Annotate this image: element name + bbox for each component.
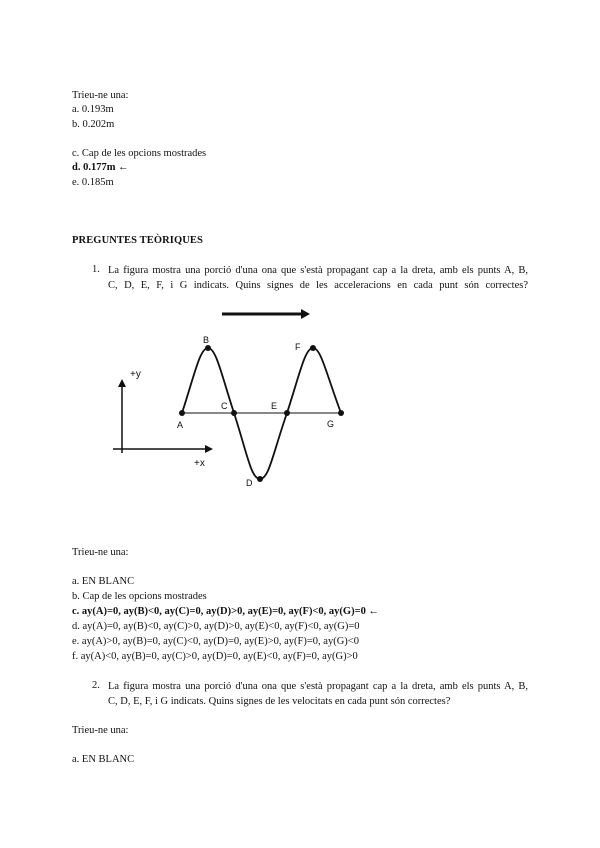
answer-option[interactable]: f. ay(A)<0, ay(B)=0, ay(C)>0, ay(D)=0, ay(E)<0, ay(F)=0, ay(G)>0 <box>72 651 358 662</box>
point-e <box>284 410 290 416</box>
question-text-line: La figura mostra una porció d'una ona que s'està propagant cap a la dreta, amb els punts A, B, <box>108 681 528 692</box>
point-label-e: E <box>271 401 278 411</box>
y-axis <box>118 379 126 453</box>
answer-option-correct[interactable]: c. ay(A)=0, ay(B)<0, ay(C)=0, ay(D)>0, ay(E)=0, ay(F)<0, ay(G)=0 ← <box>72 606 379 617</box>
point-b <box>205 345 211 351</box>
answer-option[interactable]: b. Cap de les opcions mostrades <box>72 591 207 602</box>
point-f <box>310 345 316 351</box>
wave-figure <box>105 303 355 508</box>
question-number: 1. <box>92 264 100 275</box>
question-text-line: C, D, E, F, i G indicats. Quins signes de les velocitats en cada punt són correctes? <box>108 696 451 707</box>
point-label-a: A <box>177 420 184 430</box>
point-g <box>338 410 344 416</box>
answer-prompt: Trieu-ne una: <box>72 90 129 101</box>
answer-option[interactable]: e. ay(A)>0, ay(B)=0, ay(C)<0, ay(D)=0, ay(E)>0, ay(F)=0, ay(G)<0 <box>72 636 359 647</box>
answer-prompt: Trieu-ne una: <box>72 725 129 736</box>
y-axis-label: +y <box>130 369 141 380</box>
point-label-f: F <box>295 342 301 352</box>
answer-option[interactable]: a. EN BLANC <box>72 576 135 587</box>
answer-option[interactable]: e. 0.185m <box>72 177 114 188</box>
section-heading: PREGUNTES TEÒRIQUES <box>72 235 203 246</box>
question-number: 2. <box>92 680 100 691</box>
answer-option[interactable]: d. ay(A)=0, ay(B)<0, ay(C)>0, ay(D)>0, ay(E)<0, ay(F)<0, ay(G)=0 <box>72 621 360 632</box>
question-text-line: C, D, E, F, i G indicats. Quins signes de les acceleracions en cada punt són correctes? <box>108 280 528 291</box>
point-label-c: C <box>221 401 228 411</box>
answer-option[interactable]: c. Cap de les opcions mostrades <box>72 148 207 159</box>
point-label-b: B <box>203 335 210 345</box>
answer-option-correct[interactable]: d. 0.177m ← <box>72 162 129 173</box>
x-axis <box>113 445 213 453</box>
point-label-g: G <box>327 419 335 429</box>
point-a <box>179 410 185 416</box>
answer-option[interactable]: a. 0.193m <box>72 104 114 115</box>
answer-option[interactable]: b. 0.202m <box>72 119 115 130</box>
point-d <box>257 476 263 482</box>
x-axis-label: +x <box>194 458 205 469</box>
propagation-arrow <box>222 309 310 319</box>
answer-option[interactable]: a. EN BLANC <box>72 754 135 765</box>
question-text-line: La figura mostra una porció d'una ona que s'està propagant cap a la dreta, amb els punts A, B, <box>108 265 528 276</box>
point-label-d: D <box>246 478 253 488</box>
answer-prompt: Trieu-ne una: <box>72 547 129 558</box>
point-c <box>231 410 237 416</box>
